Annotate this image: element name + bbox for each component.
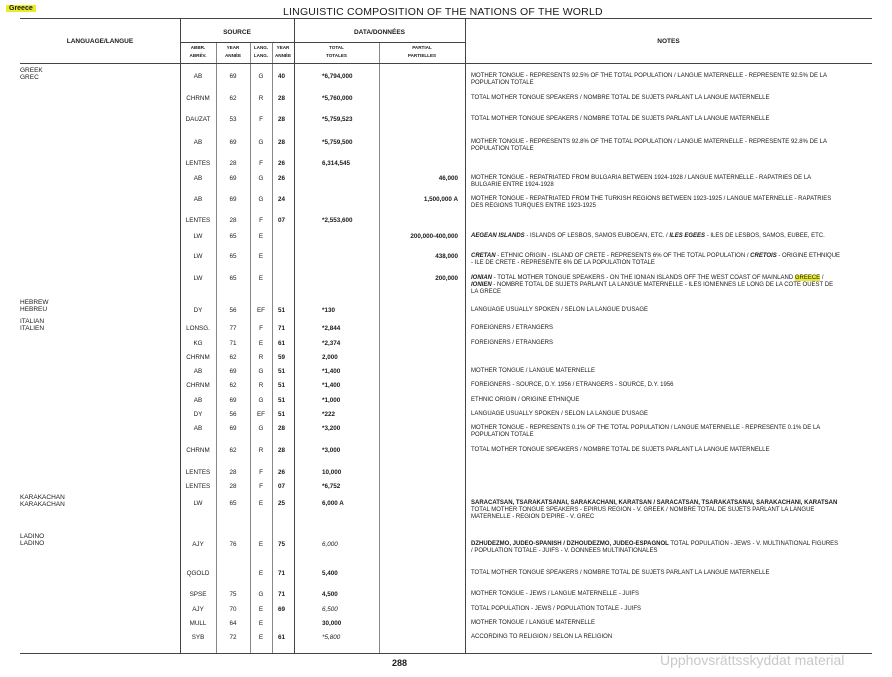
cell-abbr: AB xyxy=(193,425,203,432)
cell-year2: 75 xyxy=(278,541,286,548)
cell-year: 28 xyxy=(229,469,237,476)
cell-note xyxy=(471,253,841,267)
cell-lang: G xyxy=(258,196,264,203)
note-part: TOTAL POPULATION - JEWS / POPULATION TOTALE - JUIFS xyxy=(471,606,642,612)
note-part: GREECE xyxy=(794,275,821,281)
cell-lang: G xyxy=(258,397,264,404)
cell-year: 62 xyxy=(229,382,237,389)
cell-year: 64 xyxy=(229,620,237,627)
cell-year: 71 xyxy=(229,340,237,347)
cell-abbr: CHRNM xyxy=(186,95,210,102)
cell-note xyxy=(471,447,841,454)
cell-year: 77 xyxy=(229,325,237,332)
note-part: AEGEAN ISLANDS xyxy=(471,233,525,239)
cell-lang: E xyxy=(258,253,264,260)
cell-note xyxy=(471,275,841,296)
cell-abbr: AB xyxy=(193,139,203,146)
cell-abbr: LONSG. xyxy=(186,325,210,332)
note-part: MOTHER TONGUE / LANGUE MATERNELLE xyxy=(471,368,596,374)
col-divider-lang xyxy=(250,42,251,653)
cell-total: *5,759,500 xyxy=(322,139,353,146)
note-part: MOTHER TONGUE - REPATRIATED FROM THE TURKISH REGIONS BETWEEN 1923-1925 / LANGUE MATERNELLE - RAPATRIES DES REGIONS TURQUES ENTRE 1923-1925 xyxy=(471,196,832,209)
cell-year: 28 xyxy=(229,217,237,224)
cell-year2: 51 xyxy=(278,382,286,389)
cell-year2: 51 xyxy=(278,307,286,314)
cell-lang: EF xyxy=(256,307,266,314)
note-part: TOTAL MOTHER TONGUE SPEAKERS / NOMBRE TOTAL DE SUJETS PARLANT LA LANGUE MATERNELLE xyxy=(471,95,770,101)
note-part: ETHNIC ORIGIN / ORIGINE ETHNIQUE xyxy=(471,397,580,403)
cell-lang: G xyxy=(258,425,264,432)
cell-year2: 61 xyxy=(278,634,286,641)
note-part: TOTAL POPULATION - JEWS - V. MULTINATIONAL FIGURES / POPULATION TOTALE - JUIFS - V. DONNEES MULTINATIONALES xyxy=(471,541,839,554)
language-italian: ITALIAN ITALIEN xyxy=(20,318,45,332)
cell-note xyxy=(471,425,841,439)
cell-lang: R xyxy=(258,447,264,454)
cell-lang: E xyxy=(258,500,264,507)
language-hebrew: HEBREW HEBREU xyxy=(20,299,49,313)
cell-year: 28 xyxy=(229,160,237,167)
cell-partial: 200,000-400,000 xyxy=(410,233,458,240)
cell-year: 76 xyxy=(229,541,237,548)
cell-year: 65 xyxy=(229,233,237,240)
cell-total: 4,500 xyxy=(322,591,338,598)
cell-total: 6,500 xyxy=(322,606,338,613)
cell-year: 65 xyxy=(229,253,237,260)
cell-lang: F xyxy=(259,325,263,332)
cell-abbr: AJY xyxy=(192,606,204,613)
cell-abbr: MULL xyxy=(189,620,207,627)
cell-note xyxy=(471,233,841,240)
cell-abbr: DAUZAT xyxy=(185,116,211,123)
note-part: - ETHNIC ORIGIN - ISLAND OF CRETE - REPRESENTS 6% OF THE TOTAL POPULATION / xyxy=(495,253,751,259)
note-part: TOTAL MOTHER TONGUE SPEAKERS / NOMBRE TOTAL DE SUJETS PARLANT LA LANGUE MATERNELLE xyxy=(471,116,770,122)
cell-note xyxy=(471,382,841,389)
note-part: - ORIGINE ETHNIQUE - ILE DE CRETE - REPRESENTE 6% DE LA POPULATION TOTALE xyxy=(471,253,841,266)
cell-lang: F xyxy=(259,217,263,224)
cell-year: 69 xyxy=(229,397,237,404)
cell-year2: 24 xyxy=(278,196,286,203)
cell-lang: E xyxy=(258,275,264,282)
cell-abbr: LW xyxy=(193,500,203,507)
cell-lang: G xyxy=(258,73,264,80)
cell-total: *130 xyxy=(322,307,335,314)
header-year: YEAR ANNÉE xyxy=(224,45,242,58)
cell-note xyxy=(471,500,841,521)
cell-note xyxy=(471,606,841,613)
cell-year2: 51 xyxy=(278,368,286,375)
cell-abbr: LW xyxy=(193,275,203,282)
cell-total: *2,374 xyxy=(322,340,341,347)
note-part: LANGUAGE USUALLY SPOKEN / SELON LA LANGUE D'USAGE xyxy=(471,307,648,313)
note-part: / xyxy=(820,275,824,281)
cell-year2: 28 xyxy=(278,139,286,146)
cell-year: 62 xyxy=(229,447,237,454)
cell-lang: F xyxy=(259,160,263,167)
cell-lang: R xyxy=(258,95,264,102)
cell-abbr: KG xyxy=(193,340,203,347)
page-number: 288 xyxy=(392,658,408,668)
cell-abbr: CHRNM xyxy=(186,447,210,454)
cell-year2: 26 xyxy=(278,469,286,476)
note-part: DZHUDEZMO, JUDEO-SPANISH / DZHOUDEZMO, JUDEO-ESPAGNOL xyxy=(471,541,669,547)
cell-total: 6,000 xyxy=(322,541,338,548)
cell-lang: F xyxy=(259,483,263,490)
cell-abbr: QGOLD xyxy=(186,570,210,577)
cell-lang: R xyxy=(258,354,264,361)
cell-year2: 69 xyxy=(278,606,286,613)
language-ladino: LADINO LADINO xyxy=(20,533,45,547)
cell-abbr: LW xyxy=(193,253,203,260)
page-title: LINGUISTIC COMPOSITION OF THE NATIONS OF THE WORLD xyxy=(283,6,603,18)
cell-lang: G xyxy=(258,139,264,146)
note-part: MOTHER TONGUE - JEWS / LANGUE MATERNELLE - JUIFS xyxy=(471,591,640,597)
cell-year: 69 xyxy=(229,73,237,80)
top-rule xyxy=(20,18,872,19)
cell-year: 69 xyxy=(229,368,237,375)
cell-year2: 51 xyxy=(278,397,286,404)
cell-year: 72 xyxy=(229,634,237,641)
cell-year: 53 xyxy=(229,116,237,123)
cell-lang: E xyxy=(258,570,264,577)
cell-year2: 59 xyxy=(278,354,286,361)
note-part: FOREIGNERS - SOURCE, D.Y. 1956 / ETRANGERS - SOURCE, D.Y. 1956 xyxy=(471,382,674,388)
cell-partial: 1,500,000 A xyxy=(423,196,458,203)
note-part: TOTAL MOTHER TONGUE SPEAKERS / NOMBRE TOTAL DE SUJETS PARLANT LA LANGUE MATERNELLE xyxy=(471,447,770,453)
cell-abbr: AB xyxy=(193,368,203,375)
cell-note xyxy=(471,196,841,210)
header-mid-rule xyxy=(180,42,465,43)
cell-year: 69 xyxy=(229,139,237,146)
cell-lang: F xyxy=(259,116,263,123)
cell-lang: R xyxy=(258,382,264,389)
cell-total: *1,400 xyxy=(322,368,341,375)
cell-total: *5,759,523 xyxy=(322,116,353,123)
cell-note xyxy=(471,397,841,404)
watermark: Upphovsrättsskyddat material xyxy=(660,652,845,668)
note-part: FOREIGNERS / ETRANGERS xyxy=(471,340,554,346)
cell-year2: 25 xyxy=(278,500,286,507)
cell-year2: 71 xyxy=(278,325,286,332)
cell-year: 62 xyxy=(229,354,237,361)
col-divider-year2 xyxy=(272,42,273,653)
cell-year2: 61 xyxy=(278,340,286,347)
cell-total: *6,794,000 xyxy=(322,73,353,80)
cell-lang: E xyxy=(258,233,264,240)
cell-total: *222 xyxy=(322,411,335,418)
cell-note xyxy=(471,307,841,314)
cell-note xyxy=(471,591,841,598)
cell-year: 70 xyxy=(229,606,237,613)
cell-lang: G xyxy=(258,368,264,375)
cell-abbr: CHRNM xyxy=(186,354,210,361)
cell-total: *3,200 xyxy=(322,425,341,432)
cell-abbr: AB xyxy=(193,175,203,182)
header-total: TOTAL TOTALES xyxy=(325,45,347,58)
cell-abbr: AB xyxy=(193,196,203,203)
col-divider-source xyxy=(180,18,181,653)
cell-year2: 28 xyxy=(278,95,286,102)
note-part: FOREIGNERS / ETRANGERS xyxy=(471,325,554,331)
cell-year2: 51 xyxy=(278,411,286,418)
cell-year2: 28 xyxy=(278,425,286,432)
cell-year2: 28 xyxy=(278,116,286,123)
cell-abbr: LENTES xyxy=(185,483,211,490)
note-part: MOTHER TONGUE - REPRESENTS 92.5% OF THE TOTAL POPULATION / LANGUE MATERNELLE - REPRESENTE 92.5% DE LA POPULATION TOTALE xyxy=(471,73,827,86)
cell-partial: 200,000 xyxy=(435,275,458,282)
cell-abbr: AB xyxy=(193,397,203,404)
cell-year: 65 xyxy=(229,275,237,282)
country-highlight: Greece xyxy=(6,5,36,12)
cell-lang: EF xyxy=(256,411,266,418)
note-part: LANGUAGE USUALLY SPOKEN / SELON LA LANGUE D'USAGE xyxy=(471,411,648,417)
language-greek: GREEK GREC xyxy=(20,67,43,81)
cell-note xyxy=(471,570,841,577)
cell-lang: E xyxy=(258,340,264,347)
note-part: - NOMBRE TOTAL DE SUJETS PARLANT LA LANGUE MATERNELLE - ILES IONIENNES LE LONG DE LA COTE OUEST DE LA GRECE xyxy=(471,282,834,295)
cell-note xyxy=(471,325,841,332)
header-partial: PARTIAL PARTIELLES xyxy=(407,45,437,58)
note-part: MOTHER TONGUE - REPRESENTS 0.1% OF THE TOTAL POPULATION / LANGUE MATERNELLE - REPRESENTE 0.1% DE LA POPULATION TOTALE xyxy=(471,425,820,438)
cell-year: 75 xyxy=(229,591,237,598)
header-source: SOURCE xyxy=(223,29,251,36)
cell-total: *6,752 xyxy=(322,483,341,490)
cell-year2: 07 xyxy=(278,217,286,224)
cell-year2: 71 xyxy=(278,591,286,598)
cell-total: *2,844 xyxy=(322,325,341,332)
cell-abbr: LW xyxy=(193,233,203,240)
note-part: IONIEN xyxy=(471,282,492,288)
note-part: TOTAL MOTHER TONGUE SPEAKERS / NOMBRE TOTAL DE SUJETS PARLANT LA LANGUE MATERNELLE xyxy=(471,570,770,576)
cell-lang: G xyxy=(258,591,264,598)
cell-total: 6,314,545 xyxy=(322,160,351,167)
note-part: IONIAN xyxy=(471,275,492,281)
cell-year: 69 xyxy=(229,175,237,182)
cell-note xyxy=(471,634,841,641)
header-data: DATA/DONNÉES xyxy=(353,29,406,36)
cell-abbr: SPSE xyxy=(189,591,207,598)
col-divider-notes xyxy=(465,18,466,653)
cell-year: 56 xyxy=(229,411,237,418)
note-part: MOTHER TONGUE - REPATRIATED FROM BULGARIA BETWEEN 1924-1928 / LANGUE MATERNELLE - RAPATRIES DE LA BULGARIE ENTRE 1924-1928 xyxy=(471,175,811,188)
cell-abbr: AB xyxy=(193,73,203,80)
note-part: MOTHER TONGUE - REPRESENTS 92.8% OF THE TOTAL POPULATION / LANGUE MATERNELLE - REPRESENTE 92.8% DE LA POPULATION TOTALE xyxy=(471,139,827,152)
cell-abbr: CHRNM xyxy=(186,382,210,389)
cell-total: *5,800 xyxy=(322,634,341,641)
cell-year2: 26 xyxy=(278,160,286,167)
note-part: TOTAL MOTHER TONGUE SPEAKERS - EPIRUS REGION - V. GREEK / NOMBRE TOTAL DE SUJETS PARLANT LA LANGUE MATERNELLE - REGION D'EPIRE - V. GREC xyxy=(471,507,815,520)
cell-note xyxy=(471,116,841,123)
cell-total: 6,000 A xyxy=(322,500,344,507)
cell-note xyxy=(471,139,841,153)
note-part: CRETAN xyxy=(471,253,496,259)
cell-lang: E xyxy=(258,606,264,613)
cell-note xyxy=(471,175,841,189)
cell-note xyxy=(471,620,841,627)
cell-lang: E xyxy=(258,541,264,548)
note-part: - TOTAL MOTHER TONGUE SPEAKERS - ON THE IONIAN ISLANDS OFF THE WEST COAST OF MAINLAND xyxy=(492,275,795,281)
cell-abbr: AJY xyxy=(192,541,204,548)
note-part: ACCORDING TO RELIGION / SELON LA RELIGION xyxy=(471,634,613,640)
cell-lang: F xyxy=(259,469,263,476)
cell-lang: G xyxy=(258,175,264,182)
cell-total: 30,000 xyxy=(322,620,342,627)
cell-partial: 438,000 xyxy=(435,253,458,260)
note-part: ILES EGEES xyxy=(669,233,706,239)
cell-total: *1,400 xyxy=(322,382,341,389)
cell-total: 2,000 xyxy=(322,354,338,361)
cell-total: *3,000 xyxy=(322,447,341,454)
cell-total: 5,400 xyxy=(322,570,338,577)
cell-abbr: LENTES xyxy=(185,160,211,167)
cell-total: 10,000 xyxy=(322,469,342,476)
cell-partial: 46,000 xyxy=(438,175,458,182)
note-part: MOTHER TONGUE / LANGUE MATERNELLE xyxy=(471,620,596,626)
header-lang: LANG. LANG. xyxy=(253,45,269,58)
cell-note xyxy=(471,411,841,418)
header-abbr: ABBR. ABRÉV. xyxy=(189,45,207,58)
note-part: SARACATSAN, TSARAKATSANAI, SARAKACHANI, KARATSAN / SARACATSAN, TSARAKATSANAI, SARAKACHANI, KARATSAN xyxy=(471,500,838,506)
cell-abbr: SYB xyxy=(191,634,205,641)
header-year2: YEAR ANNÉE xyxy=(274,45,292,58)
cell-note xyxy=(471,541,841,555)
cell-total: *5,760,000 xyxy=(322,95,353,102)
cell-year: 69 xyxy=(229,425,237,432)
cell-note xyxy=(471,368,841,375)
cell-lang: E xyxy=(258,620,264,627)
cell-total: *1,000 xyxy=(322,397,341,404)
cell-year2: 28 xyxy=(278,447,286,454)
col-divider-partial xyxy=(379,42,380,653)
cell-abbr: DY xyxy=(193,411,203,418)
language-karakachan: KARAKACHAN KARAKACHAN xyxy=(20,494,65,508)
cell-year: 56 xyxy=(229,307,237,314)
col-divider-data xyxy=(294,18,295,653)
cell-abbr: LENTES xyxy=(185,217,211,224)
col-divider-year xyxy=(216,42,217,653)
header-language: LANGUAGE/LANGUE xyxy=(66,38,134,45)
cell-total: *2,553,600 xyxy=(322,217,353,224)
cell-note xyxy=(471,340,841,347)
cell-note xyxy=(471,95,841,102)
cell-year: 69 xyxy=(229,196,237,203)
cell-year2: 40 xyxy=(278,73,286,80)
cell-abbr: LENTES xyxy=(185,469,211,476)
note-part: - ILES DE LESBOS, SAMOS, EUBEE, ETC. xyxy=(705,233,825,239)
cell-year2: 71 xyxy=(278,570,286,577)
header-notes: NOTES xyxy=(657,38,680,45)
cell-year2: 07 xyxy=(278,483,286,490)
header-bottom-rule xyxy=(20,63,872,64)
note-part: - ISLANDS OF LESBOS, SAMOS EUBOEAN, ETC. / xyxy=(524,233,670,239)
cell-year: 28 xyxy=(229,483,237,490)
note-part: CRETOIS xyxy=(750,253,777,259)
cell-year2: 26 xyxy=(278,175,286,182)
cell-abbr: DY xyxy=(193,307,203,314)
cell-year: 62 xyxy=(229,95,237,102)
cell-year: 65 xyxy=(229,500,237,507)
cell-note xyxy=(471,73,841,87)
cell-lang: E xyxy=(258,634,264,641)
